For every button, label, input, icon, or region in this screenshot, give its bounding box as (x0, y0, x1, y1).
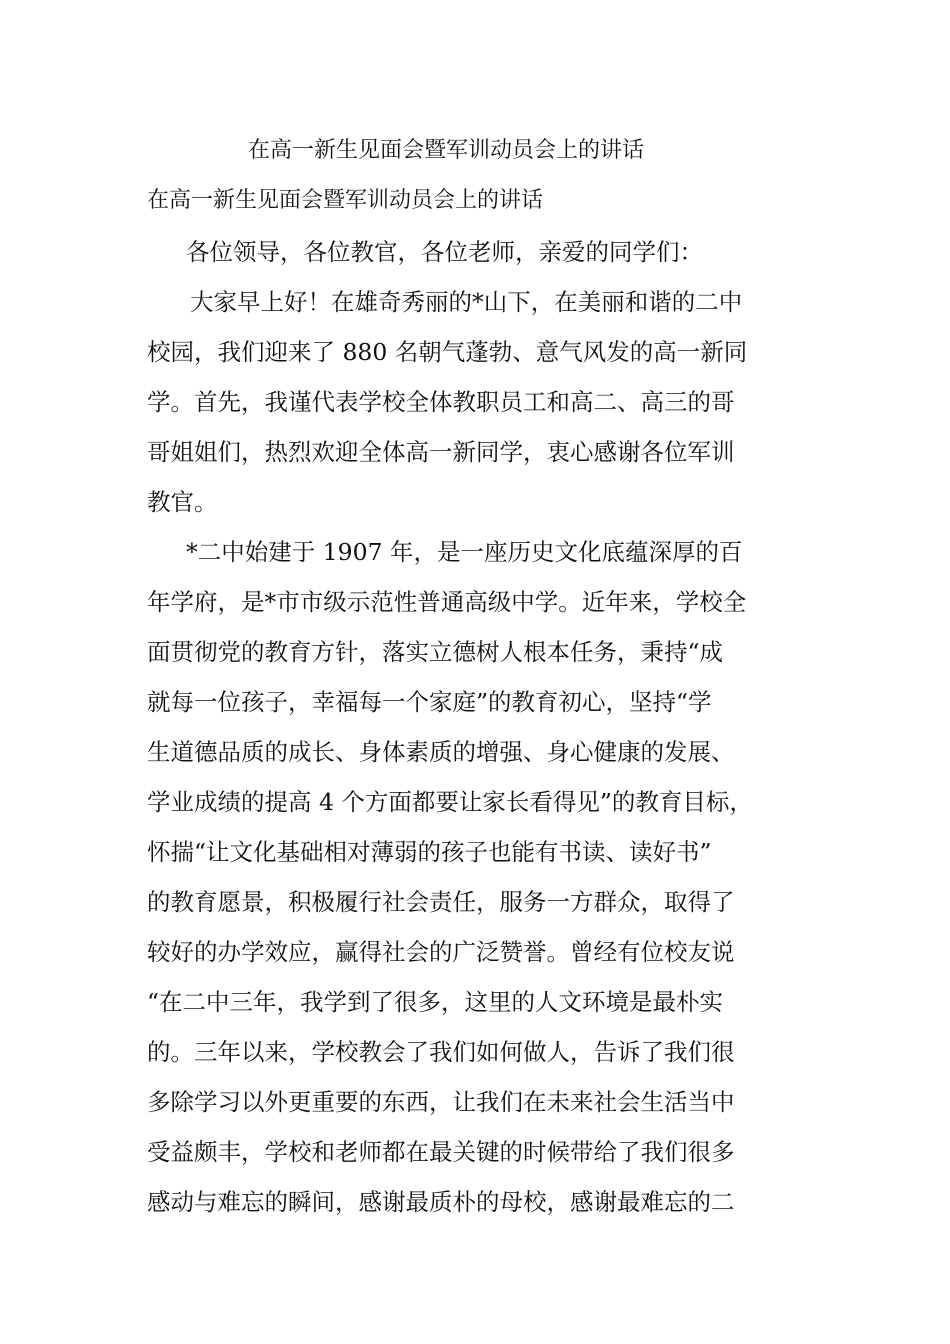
paragraph-line: 学业成绩的提高 4 个方面都要让家长看得见”的教育目标， (147, 788, 753, 816)
paragraph-line: 的。三年以来，学校教会了我们如何做人，告诉了我们很 (147, 1038, 735, 1066)
paragraph-line: “在二中三年，我学到了很多，这里的人文环境是最朴实 (147, 988, 724, 1016)
paragraph-line: 教官。 (147, 488, 218, 516)
paragraph-line: 就每一位孩子，幸福每一个家庭”的教育初心，坚持“学 (147, 688, 712, 716)
paragraph-line: 多除学习以外更重要的东西，让我们在未来社会生活当中 (147, 1088, 735, 1116)
paragraph-line: 较好的办学效应，赢得社会的广泛赞誉。曾经有位校友说 (147, 938, 735, 966)
paragraph-line: 哥姐姐们，热烈欢迎全体高一新同学，衷心感谢各位军训 (147, 438, 735, 466)
paragraph-line: 面贯彻党的教育方针，落实立德树人根本任务，秉持“成 (147, 638, 724, 666)
paragraph-line: 大家早上好！在雄奇秀丽的*山下，在美丽和谐的二中 (190, 288, 743, 316)
document-subtitle: 在高一新生见面会暨军训动员会上的讲话 (147, 188, 544, 213)
paragraph-line: 受益颇丰，学校和老师都在最关键的时候带给了我们很多 (147, 1138, 735, 1166)
paragraph-line: 年学府，是*市市级示范性普通高级中学。近年来，学校全 (147, 588, 747, 616)
paragraph-line: 的教育愿景，积极履行社会责任，服务一方群众，取得了 (147, 888, 735, 916)
greeting-line: 各位领导，各位教官，各位老师，亲爱的同学们： (186, 238, 703, 266)
paragraph-line: *二中始建于 1907 年，是一座历史文化底蕴深厚的百 (186, 538, 743, 566)
paragraph-line: 感动与难忘的瞬间，感谢最质朴的母校，感谢最难忘的二 (147, 1188, 735, 1216)
paragraph-line: 学。首先，我谨代表学校全体教职员工和高二、高三的哥 (147, 388, 735, 416)
paragraph-line: 校园，我们迎来了 880 名朝气蓬勃、意气风发的高一新同 (147, 338, 748, 366)
paragraph-line: 怀揣“让文化基础相对薄弱的孩子也能有书读、读好书” (147, 838, 712, 866)
document-title: 在高一新生见面会暨军训动员会上的讲话 (248, 138, 645, 163)
paragraph-line: 生道德品质的成长、身体素质的增强、身心健康的发展、 (147, 738, 735, 766)
